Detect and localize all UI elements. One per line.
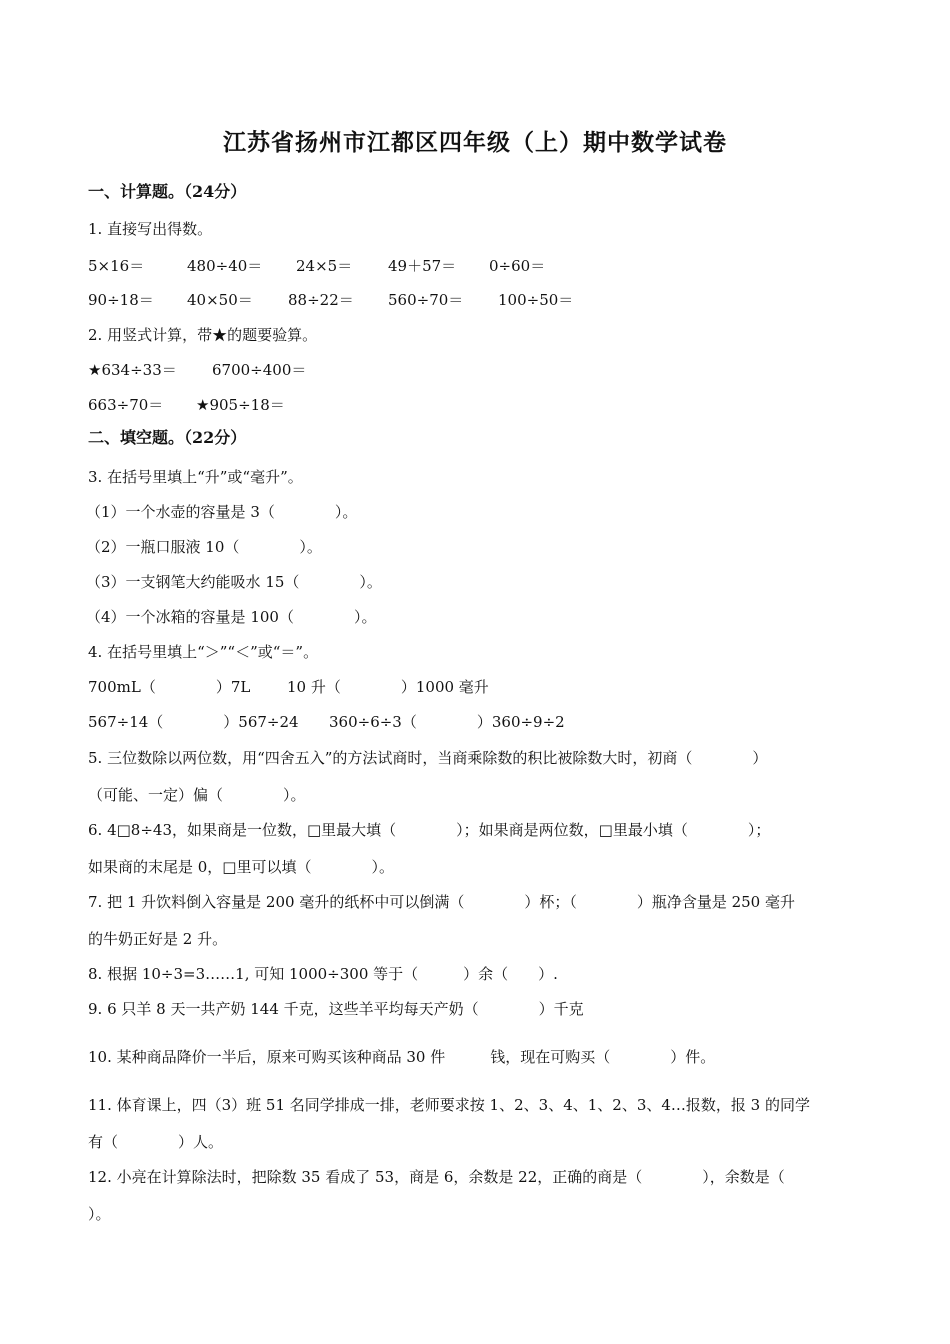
written-calc-item: 663÷70＝ [88, 396, 164, 414]
compare-item: 700mL（ ）7L [88, 678, 251, 696]
question-1-stem: 1. 直接写出得数。 [88, 220, 213, 238]
question-5-line-1: 5. 三位数除以两位数，用“四舍五入”的方法试商时，当商乘除数的积比被除数大时，初商（ ） [88, 749, 768, 767]
question-2-stem: 2. 用竖式计算，带★的题要验算。 [88, 326, 318, 344]
question-3-stem: 3. 在括号里填上“升”或“毫升”。 [88, 468, 303, 486]
exam-title: 江苏省扬州市江都区四年级（上）期中数学试卷 [223, 129, 727, 156]
question-12-line-1: 12. 小亮在计算除法时，把除数 35 看成了 53，商是 6，余数是 22，正确的商是（ ），余数是（ [88, 1168, 785, 1186]
question-6-line-1: 6. 4□8÷43，如果商是一位数，□里最大填（ ）；如果商是两位数，□里最小填（ ）； [88, 821, 771, 839]
section-heading-fill-blank: 二、填空题。（22分） [88, 428, 247, 447]
question-8: 8. 根据 10÷3=3……1, 可知 1000÷300 等于（ ）余（ ）. [88, 965, 558, 983]
written-calc-item: ★634÷33＝ [88, 361, 177, 379]
written-calc-item: ★905÷18＝ [196, 396, 285, 414]
question-1-row-2 [88, 290, 888, 310]
question-1-row-1 [88, 256, 888, 276]
question-11-line-2: 有（ ）人。 [88, 1133, 224, 1151]
question-4-stem: 4. 在括号里填上“＞”“＜”或“＝”。 [88, 643, 319, 661]
question-7-line-1: 7. 把 1 升饮料倒入容量是 200 毫升的纸杯中可以倒满（ ）杯；（ ）瓶净含量是 250 毫升 [88, 893, 795, 911]
question-2-row-2 [88, 395, 588, 415]
section-heading-calculation: 一、计算题。（24分） [88, 182, 247, 201]
oral-calc-item: 49＋57＝ [388, 257, 457, 275]
question-3-item: （2）一瓶口服液 10（ ）。 [86, 538, 322, 556]
question-10: 10. 某种商品降价一半后，原来可购买该种商品 30 件 钱，现在可购买（ ）件。 [88, 1048, 716, 1066]
written-calc-item: 6700÷400＝ [212, 361, 307, 379]
oral-calc-item: 100÷50＝ [498, 291, 574, 309]
oral-calc-item: 88÷22＝ [288, 291, 354, 309]
question-3-item: （1）一个水壶的容量是 3（ ）。 [86, 503, 358, 521]
oral-calc-item: 5×16＝ [88, 257, 145, 275]
question-3-item: （4）一个冰箱的容量是 100（ ）。 [86, 608, 377, 626]
oral-calc-item: 40×50＝ [187, 291, 253, 309]
oral-calc-item: 24×5＝ [296, 257, 353, 275]
question-9: 9. 6 只羊 8 天一共产奶 144 千克，这些羊平均每天产奶（ ）千克 [88, 1000, 584, 1018]
compare-item: 567÷14（ ）567÷24 [88, 713, 299, 731]
oral-calc-item: 480÷40＝ [187, 257, 263, 275]
question-4-row-2 [88, 712, 688, 732]
oral-calc-item: 90÷18＝ [88, 291, 154, 309]
oral-calc-item: 0÷60＝ [489, 257, 546, 275]
oral-calc-item: 560÷70＝ [388, 291, 464, 309]
question-3-item: （3）一支钢笔大约能吸水 15（ ）。 [86, 573, 382, 591]
question-11-line-1: 11. 体育课上，四（3）班 51 名同学排成一排，老师要求按 1、2、3、4、1、2、3、4…报数，报 3 的同学 [88, 1096, 810, 1114]
question-7-line-2: 的牛奶正好是 2 升。 [88, 930, 228, 948]
compare-item: 360÷6÷3（ ）360÷9÷2 [329, 713, 565, 731]
question-5-line-2: （可能、一定）偏（ ）。 [88, 786, 306, 804]
question-12-line-2: ）。 [88, 1205, 111, 1223]
compare-item: 10 升（ ）1000 毫升 [287, 678, 489, 696]
question-6-line-2: 如果商的末尾是 0，□里可以填（ ）。 [88, 858, 394, 876]
question-4-row-1 [88, 677, 688, 697]
question-2-row-1 [88, 360, 588, 380]
